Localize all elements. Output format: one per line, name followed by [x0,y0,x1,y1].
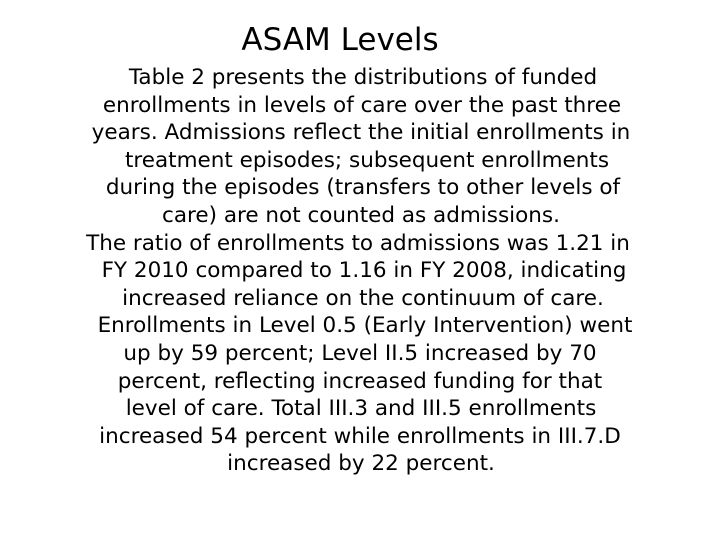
body-line: The ratio of enrollments to admissions was 1.21 in [86,230,630,256]
paragraph-enrollments-intro [40,64,680,230]
slide-body [40,64,680,478]
body-line: Table 2 presents the distributions of funded [128,65,598,90]
body-line: increased 54 percent while enrollments in III.7.D [99,423,621,449]
body-line: during the episodes (transfers to other levels of [105,175,621,201]
body-line: increased reliance on the continuum of care. [122,285,604,311]
body-line: FY 2010 compared to 1.16 in FY 2008, indicating [101,258,627,284]
paragraph-enrollment-ratio [40,230,680,478]
body-line: enrollments in levels of care over the past three [102,92,622,118]
body-line: increased by 22 percent. [227,451,495,477]
body-line: years. Admissions reflect the initial enrollments in [91,120,631,146]
body-line: up by 59 percent; Level II.5 increased by 70 [123,340,597,366]
body-line: percent, reflecting increased funding for that [117,368,603,394]
slide-title: ASAM Levels [241,22,439,58]
body-line: treatment episodes; subsequent enrollments [124,147,610,173]
body-line: care) are not counted as admissions. [162,202,560,228]
body-line: level of care. Total III.3 and III.5 enrollments [125,396,597,422]
body-line: Enrollments in Level 0.5 (Early Intervention) went [97,313,633,339]
